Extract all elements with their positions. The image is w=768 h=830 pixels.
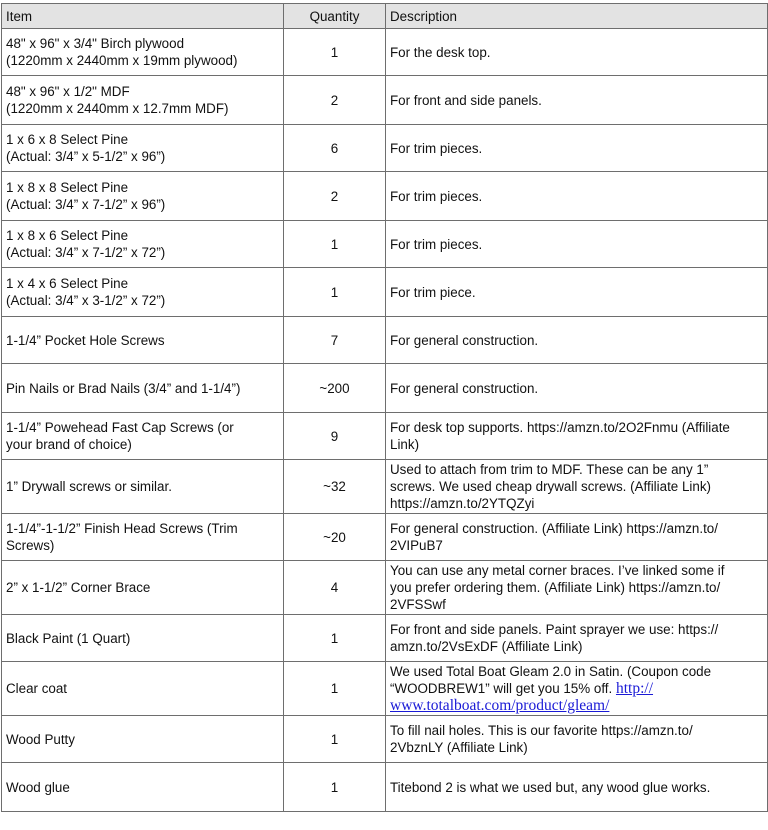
totalboat-link[interactable]: www.totalboat.com/product/gleam/ xyxy=(390,697,610,714)
item-line: your brand of choice) xyxy=(6,437,132,452)
description-line: Titebond 2 is what we used but, any wood glue works. xyxy=(390,779,711,795)
item-cell xyxy=(2,763,284,812)
table-row xyxy=(2,413,768,460)
description-cell xyxy=(386,221,768,268)
quantity-cell: ~20 xyxy=(284,514,386,561)
description-line: For front and side panels. xyxy=(390,92,542,108)
table-row xyxy=(2,364,768,413)
item-line: 48" x 96" x 3/4" Birch plywood xyxy=(6,36,185,51)
item-line: 1 x 6 x 8 Select Pine xyxy=(6,132,129,147)
item-cell xyxy=(2,76,284,125)
header-description: Description xyxy=(386,4,768,29)
description-line: amzn.to/2VsExDF (Affiliate Link) xyxy=(390,639,583,654)
item-cell xyxy=(2,413,284,460)
description-cell xyxy=(386,413,768,460)
table-row xyxy=(2,317,768,364)
item-cell xyxy=(2,561,284,615)
quantity-cell: 9 xyxy=(284,413,386,460)
description-line xyxy=(390,680,763,697)
item-line: (Actual: 3/4” x 3-1/2” x 72”) xyxy=(6,293,166,308)
item-line: 1” Drywall screws or similar. xyxy=(6,479,172,494)
description-cell xyxy=(386,317,768,364)
item-cell xyxy=(2,364,284,413)
totalboat-link[interactable]: http:// xyxy=(615,680,654,697)
description-line: For general construction. xyxy=(390,332,539,348)
table-row xyxy=(2,221,768,268)
table-row xyxy=(2,268,768,317)
item-line: Clear coat xyxy=(6,681,68,696)
description-line: For front and side panels. Paint sprayer we use: https:// xyxy=(390,622,719,637)
item-line: 1 x 4 x 6 Select Pine xyxy=(6,276,129,291)
item-line: (Actual: 3/4” x 7-1/2” x 72”) xyxy=(6,245,166,260)
table-row xyxy=(2,29,768,76)
quantity-cell: 2 xyxy=(284,172,386,221)
item-line: 1-1/4”-1-1/2” Finish Head Screws (Trim xyxy=(6,521,238,536)
description-line: For trim piece. xyxy=(390,284,476,300)
description-cell xyxy=(386,514,768,561)
description-cell xyxy=(386,763,768,812)
description-cell xyxy=(386,364,768,413)
description-cell xyxy=(386,29,768,76)
header-item: Item xyxy=(2,4,284,29)
quantity-cell: 2 xyxy=(284,76,386,125)
table-row xyxy=(2,76,768,125)
description-text: “WOODBREW1” will get you 15% off. xyxy=(390,681,616,696)
description-line: 2VFSSwf xyxy=(390,597,446,612)
description-line: For trim pieces. xyxy=(390,236,483,252)
quantity-cell: 1 xyxy=(284,662,386,716)
table-row xyxy=(2,172,768,221)
item-cell xyxy=(2,460,284,514)
description-line: To fill nail holes. This is our favorite https://amzn.to/ xyxy=(390,723,693,738)
table-row xyxy=(2,125,768,172)
quantity-cell: ~200 xyxy=(284,364,386,413)
description-line: For desk top supports. https://amzn.to/2O2Fnmu (Affiliate xyxy=(390,420,730,435)
description-line: you prefer ordering them. (Affiliate Link) https://amzn.to/ xyxy=(390,580,721,595)
table-row xyxy=(2,561,768,615)
item-line: Screws) xyxy=(6,538,55,553)
description-line: For trim pieces. xyxy=(390,188,483,204)
quantity-cell: 1 xyxy=(284,221,386,268)
description-cell xyxy=(386,268,768,317)
header-quantity: Quantity xyxy=(284,4,386,29)
description-cell xyxy=(386,460,768,514)
item-cell xyxy=(2,125,284,172)
item-line: Pin Nails or Brad Nails (3/4” and 1-1/4”) xyxy=(6,380,241,396)
description-line: 2VbznLY (Affiliate Link) xyxy=(390,740,528,755)
quantity-cell: 1 xyxy=(284,29,386,76)
description-line: For general construction. xyxy=(390,380,539,396)
description-line: Link) xyxy=(390,437,420,452)
table-row xyxy=(2,716,768,763)
item-line: (Actual: 3/4” x 7-1/2” x 96”) xyxy=(6,197,166,212)
item-line: 1-1/4” Pocket Hole Screws xyxy=(6,332,165,348)
description-cell xyxy=(386,125,768,172)
item-line: (Actual: 3/4” x 5-1/2” x 96”) xyxy=(6,149,166,164)
quantity-cell: 1 xyxy=(284,615,386,662)
description-line: screws. We used cheap drywall screws. (Affiliate Link) xyxy=(390,479,711,494)
description-cell xyxy=(386,76,768,125)
item-line: 1 x 8 x 8 Select Pine xyxy=(6,180,129,195)
description-line: https://amzn.to/2YTQZyi xyxy=(390,496,535,511)
description-cell xyxy=(386,615,768,662)
item-cell xyxy=(2,662,284,716)
item-cell xyxy=(2,172,284,221)
item-line: Black Paint (1 Quart) xyxy=(6,630,131,646)
item-line: 48" x 96" x 1/2" MDF xyxy=(6,84,130,99)
quantity-cell: ~32 xyxy=(284,460,386,514)
header-row xyxy=(2,4,768,29)
quantity-cell: 1 xyxy=(284,763,386,812)
description-line xyxy=(390,697,763,714)
description-cell xyxy=(386,662,768,716)
description-line: 2VIPuB7 xyxy=(390,538,443,553)
table-row xyxy=(2,662,768,716)
materials-table xyxy=(1,3,768,812)
description-line: You can use any metal corner braces. I’ve linked some if xyxy=(390,563,725,578)
item-line: 1 x 8 x 6 Select Pine xyxy=(6,228,129,243)
item-line: Wood glue xyxy=(6,779,70,795)
quantity-cell: 1 xyxy=(284,268,386,317)
description-cell xyxy=(386,561,768,615)
item-cell xyxy=(2,29,284,76)
item-line: 1-1/4” Powehead Fast Cap Screws (or xyxy=(6,420,234,435)
quantity-cell: 6 xyxy=(284,125,386,172)
quantity-cell: 7 xyxy=(284,317,386,364)
table-row xyxy=(2,460,768,514)
description-cell xyxy=(386,172,768,221)
table-row xyxy=(2,615,768,662)
description-cell xyxy=(386,716,768,763)
quantity-cell: 1 xyxy=(284,716,386,763)
description-line: Used to attach from trim to MDF. These can be any 1” xyxy=(390,462,709,477)
item-line: 2” x 1-1/2” Corner Brace xyxy=(6,580,151,595)
table-row xyxy=(2,763,768,812)
description-line: For the desk top. xyxy=(390,44,491,60)
item-line: (1220mm x 2440mm x 19mm plywood) xyxy=(6,53,238,68)
item-line: Wood Putty xyxy=(6,731,75,747)
item-cell xyxy=(2,317,284,364)
item-cell xyxy=(2,514,284,561)
item-cell xyxy=(2,221,284,268)
description-line: For general construction. (Affiliate Link) https://amzn.to/ xyxy=(390,521,718,536)
quantity-cell: 4 xyxy=(284,561,386,615)
item-line: (1220mm x 2440mm x 12.7mm MDF) xyxy=(6,101,229,116)
description-line: We used Total Boat Gleam 2.0 in Satin. (Coupon code xyxy=(390,664,712,679)
item-cell xyxy=(2,716,284,763)
item-cell xyxy=(2,615,284,662)
description-line: For trim pieces. xyxy=(390,140,483,156)
item-cell xyxy=(2,268,284,317)
table-row xyxy=(2,514,768,561)
